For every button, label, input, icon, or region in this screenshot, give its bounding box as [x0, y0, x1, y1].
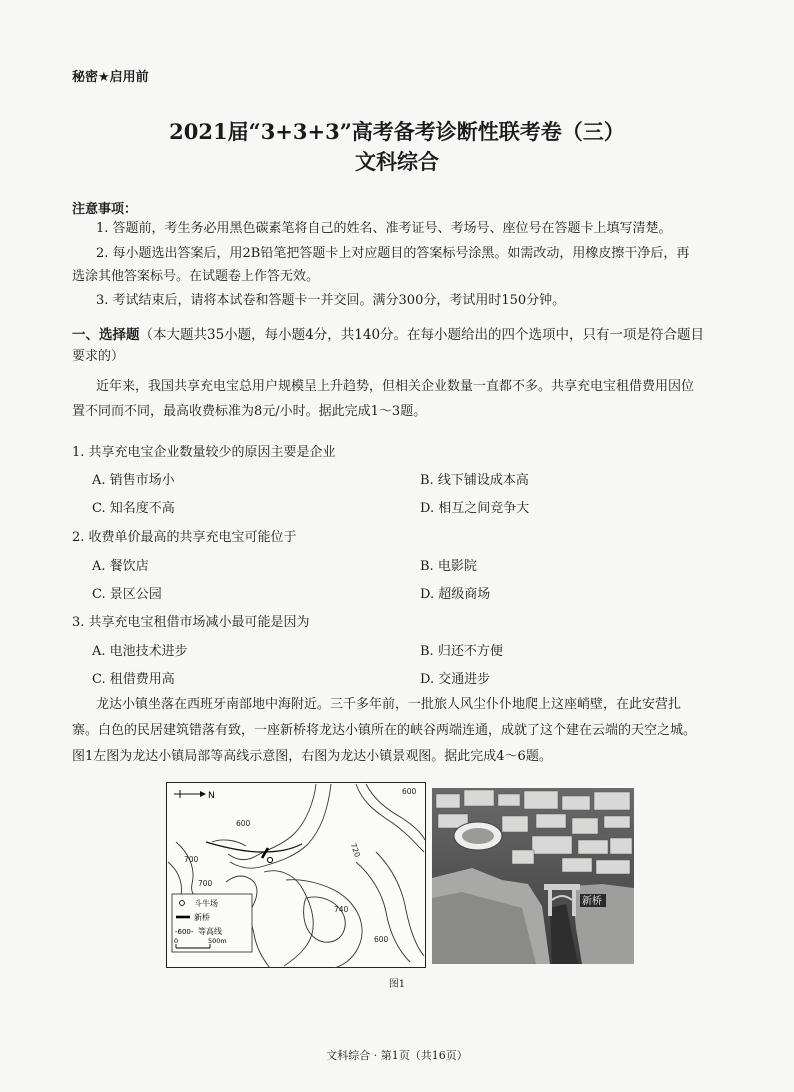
- figure-1: [166, 782, 636, 968]
- question-1-option-c: C. 知名度不高: [92, 501, 175, 516]
- legend-contour-sample: -600-: [175, 928, 194, 936]
- question-2-stem: 2. 收费单价最高的共享充电宝可能位于: [72, 530, 297, 545]
- photo-bridge-label: 新桥: [582, 896, 602, 907]
- contour-label: 700: [184, 855, 199, 864]
- contour-label: 700: [198, 879, 213, 888]
- question-3-option-d: D. 交通进步: [420, 672, 491, 687]
- notice-heading: 注意事项：: [72, 202, 138, 217]
- passage-2-line-2: 寨。白色的民居建筑错落有致，一座新桥将龙达小镇所在的峡谷两端连通，成就了这个建在云端的天空之城。: [72, 723, 697, 738]
- section-description: （本大题共35小题，每小题4分，共140分。在每小题给出的四个选项中，只有一项是符合题目: [139, 327, 705, 343]
- contour-map: [166, 782, 426, 968]
- legend-contour: 等高线: [198, 927, 222, 936]
- exam-subject: 文科综合: [355, 149, 439, 174]
- notice-item-1: 1. 答题前，考生务必用黑色碳素笔将自己的姓名、准考证号、考场号、座位号在答题卡上填写清楚。: [96, 221, 672, 236]
- question-2-option-b: B. 电影院: [420, 559, 477, 574]
- map-legend: [172, 894, 252, 952]
- question-1-option-b: B. 线下铺设成本高: [420, 473, 529, 488]
- question-3-option-c: C. 租借费用高: [92, 672, 175, 687]
- bullring-legend-icon: [180, 901, 185, 906]
- north-label: N: [208, 791, 215, 801]
- figure-caption: 图1: [388, 979, 406, 990]
- exam-title: 2021届“3+3+3”高考备考诊断性联考卷（三）: [169, 119, 625, 144]
- bullring-mark: [267, 857, 272, 862]
- legend-bridge: 新桥: [194, 913, 210, 922]
- notice-item-2-line-2: 选涂其他答案标号。在试题卷上作答无效。: [72, 269, 320, 284]
- contour-label: 600: [402, 787, 417, 796]
- legend-bullring: 斗牛场: [194, 899, 218, 908]
- question-3-option-b: B. 归还不方便: [420, 644, 503, 659]
- section-description-line-2: 要求的）: [72, 349, 125, 364]
- contour-label: 600: [374, 935, 389, 944]
- question-3-option-a: A. 电池技术进步: [92, 644, 188, 659]
- question-3-stem: 3. 共享充电宝租借市场减小最可能是因为: [72, 615, 310, 630]
- contour-label: 720: [348, 841, 363, 859]
- section-heading: [72, 323, 704, 343]
- question-2-option-d: D. 超级商场: [420, 587, 491, 602]
- question-2-option-c: C. 景区公园: [92, 587, 162, 602]
- notice-item-3: 3. 考试结束后，请将本试卷和答题卡一并交回。满分300分，考试用时150分钟。: [96, 293, 566, 308]
- question-2-option-a: A. 餐饮店: [92, 559, 149, 574]
- question-1-option-d: D. 相互之间竞争大: [420, 501, 530, 516]
- question-1-stem: 1. 共享充电宝企业数量较少的原因主要是企业: [72, 445, 336, 460]
- passage-2-line-3: 图1左图为龙达小镇局部等高线示意图，右图为龙达小镇景观图。据此完成4～6题。: [72, 749, 552, 764]
- contour-label: 600: [236, 819, 251, 828]
- scale-length: 500m: [208, 937, 227, 945]
- passage-1-line-1: 近年来，我国共享充电宝总用户规模呈上升趋势，但相关企业数量一直都不多。共享充电宝租借费用因位: [96, 379, 695, 394]
- notice-item-2-line-1: 2. 每小题选出答案后，用2B铅笔把答题卡上对应题目的答案标号涂黑。如需改动，用橡皮擦干净后，再: [96, 246, 690, 261]
- confidential-mark: 秘密★启用前: [72, 70, 149, 85]
- passage-2-line-1: 龙达小镇坐落在西班牙南部地中海附近。三千多年前，一批旅人风尘仆仆地爬上这座峭壁，在此安营扎: [96, 697, 682, 712]
- passage-1-line-2: 置不同而不同，最高收费标准为8元/小时。据此完成1～3题。: [72, 404, 427, 419]
- section-title: 一、选择题: [72, 327, 140, 343]
- scale-zero: 0: [174, 937, 179, 945]
- question-1-option-a: A. 销售市场小: [92, 473, 175, 488]
- ronda-town-photo: [432, 788, 634, 964]
- page-footer: 文科综合 · 第1页（共16页）: [326, 1049, 468, 1062]
- contour-label: 740: [334, 905, 349, 914]
